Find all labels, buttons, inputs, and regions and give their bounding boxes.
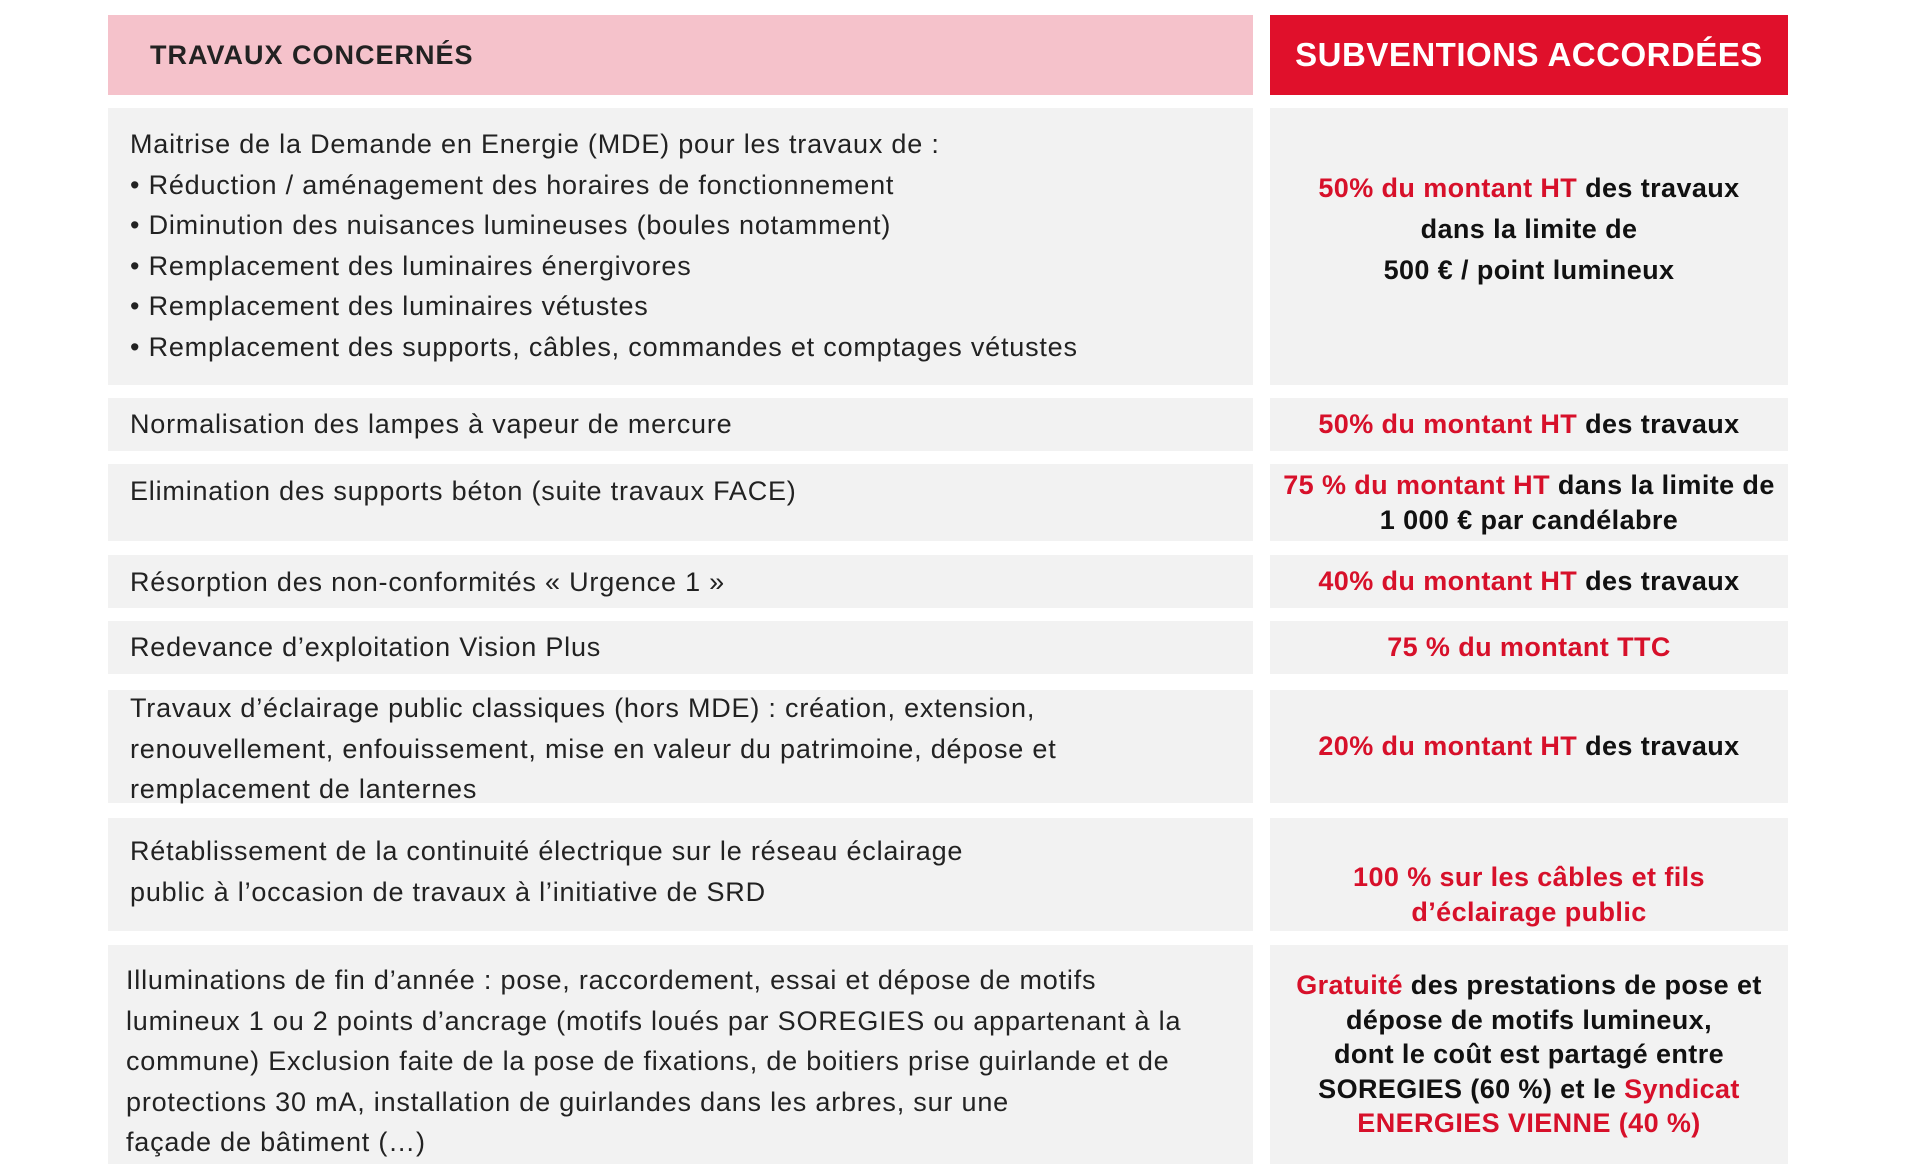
travaux-text: Rétablissement de la continuité électrique sur le réseau éclairage bbox=[130, 836, 964, 866]
mde-bullet: • Remplacement des luminaires énergivores bbox=[130, 246, 1233, 287]
row-classique-subvention bbox=[1270, 690, 1788, 803]
row-continuite-subvention bbox=[1270, 818, 1788, 931]
subvention-text: SOREGIES (60 %) et le bbox=[1318, 1073, 1625, 1104]
subvention-text: dans la limite de bbox=[1420, 214, 1638, 244]
travaux-text: Illuminations de fin d’année : pose, raccordement, essai et dépose de motifs bbox=[126, 965, 1097, 995]
subvention-text: 1 000 € par candélabre bbox=[1379, 504, 1679, 535]
row-classique-travaux bbox=[108, 690, 1253, 803]
travaux-text: Elimination des supports béton (suite travaux FACE) bbox=[130, 476, 797, 506]
subvention-text: des travaux bbox=[1577, 173, 1740, 203]
row-vision-travaux bbox=[108, 621, 1253, 674]
subvention-rate: 75 % du montant TTC bbox=[1387, 632, 1671, 663]
mde-bullet: • Diminution des nuisances lumineuses (boules notamment) bbox=[130, 205, 1233, 246]
row-urgence-subvention bbox=[1270, 555, 1788, 608]
mde-intro: Maitrise de la Demande en Energie (MDE) pour les travaux de : bbox=[130, 129, 940, 159]
travaux-text: remplacement de lanternes bbox=[130, 774, 478, 804]
header-subventions bbox=[1270, 15, 1788, 95]
header-travaux-title: TRAVAUX CONCERNÉS bbox=[150, 40, 474, 70]
row-beton-travaux bbox=[108, 464, 1253, 541]
subvention-text: des travaux bbox=[1577, 731, 1740, 762]
subvention-rate: 50% du montant HT bbox=[1318, 173, 1578, 203]
subvention-text: des travaux bbox=[1577, 566, 1740, 597]
row-mde-subvention bbox=[1270, 108, 1788, 385]
subvention-rate: 75 % du montant HT bbox=[1283, 470, 1550, 500]
travaux-text: protections 30 mA, installation de guirlandes dans les arbres, sur une bbox=[126, 1086, 1009, 1117]
subvention-rate: d’éclairage public bbox=[1411, 896, 1647, 927]
row-mde-travaux bbox=[108, 108, 1253, 385]
row-mercure-travaux bbox=[108, 398, 1253, 451]
travaux-text: Redevance d’exploitation Vision Plus bbox=[130, 632, 602, 662]
subvention-rate: 50% du montant HT bbox=[1318, 409, 1578, 440]
travaux-text: Résorption des non-conformités « Urgence 1 » bbox=[130, 567, 726, 597]
subvention-rate: 100 % sur les câbles et fils bbox=[1353, 862, 1705, 892]
row-vision-subvention bbox=[1270, 621, 1788, 674]
subvention-org: ENERGIES VIENNE (40 %) bbox=[1357, 1108, 1701, 1139]
subvention-text: dépose de motifs lumineux, bbox=[1346, 1004, 1712, 1035]
travaux-text: public à l’occasion de travaux à l’initiative de SRD bbox=[130, 876, 766, 907]
travaux-text: Normalisation des lampes à vapeur de mercure bbox=[130, 409, 733, 439]
row-continuite-travaux bbox=[108, 818, 1253, 931]
row-illuminations-travaux bbox=[108, 945, 1253, 1164]
mde-bullet: • Remplacement des luminaires vétustes bbox=[130, 286, 1233, 327]
subvention-text: des travaux bbox=[1577, 409, 1740, 440]
travaux-text: lumineux 1 ou 2 points d’ancrage (motifs loués par SOREGIES ou appartenant à la bbox=[126, 1005, 1182, 1036]
subvention-rate: 20% du montant HT bbox=[1318, 731, 1578, 762]
subvention-text: dans la limite de bbox=[1549, 470, 1775, 500]
row-illuminations-subvention bbox=[1270, 945, 1788, 1164]
row-mercure-subvention bbox=[1270, 398, 1788, 451]
subvention-rate: 40% du montant HT bbox=[1318, 566, 1578, 597]
mde-bullet: • Réduction / aménagement des horaires de fonctionnement bbox=[130, 165, 1233, 206]
row-beton-subvention bbox=[1270, 464, 1788, 541]
travaux-text: commune) Exclusion faite de la pose de fixations, de boitiers prise guirlande et de bbox=[126, 1046, 1170, 1076]
row-urgence-travaux bbox=[108, 555, 1253, 608]
subvention-text: dont le coût est partagé entre bbox=[1333, 1039, 1725, 1070]
subvention-rate: Gratuité bbox=[1296, 970, 1403, 1001]
subvention-org: Syndicat bbox=[1624, 1073, 1740, 1104]
mde-bullet: • Remplacement des supports, câbles, commandes et comptages vétustes bbox=[130, 327, 1233, 368]
header-subventions-title: SUBVENTIONS ACCORDÉES bbox=[1295, 36, 1763, 73]
header-travaux bbox=[108, 15, 1253, 95]
travaux-text: renouvellement, enfouissement, mise en valeur du patrimoine, dépose et bbox=[130, 733, 1057, 764]
subvention-text: des prestations de pose et bbox=[1402, 970, 1762, 1001]
travaux-text: Travaux d’éclairage public classiques (hors MDE) : création, extension, bbox=[130, 693, 1036, 723]
subvention-text: 500 € / point lumineux bbox=[1383, 255, 1675, 285]
travaux-text: façade de bâtiment (…) bbox=[126, 1127, 426, 1157]
